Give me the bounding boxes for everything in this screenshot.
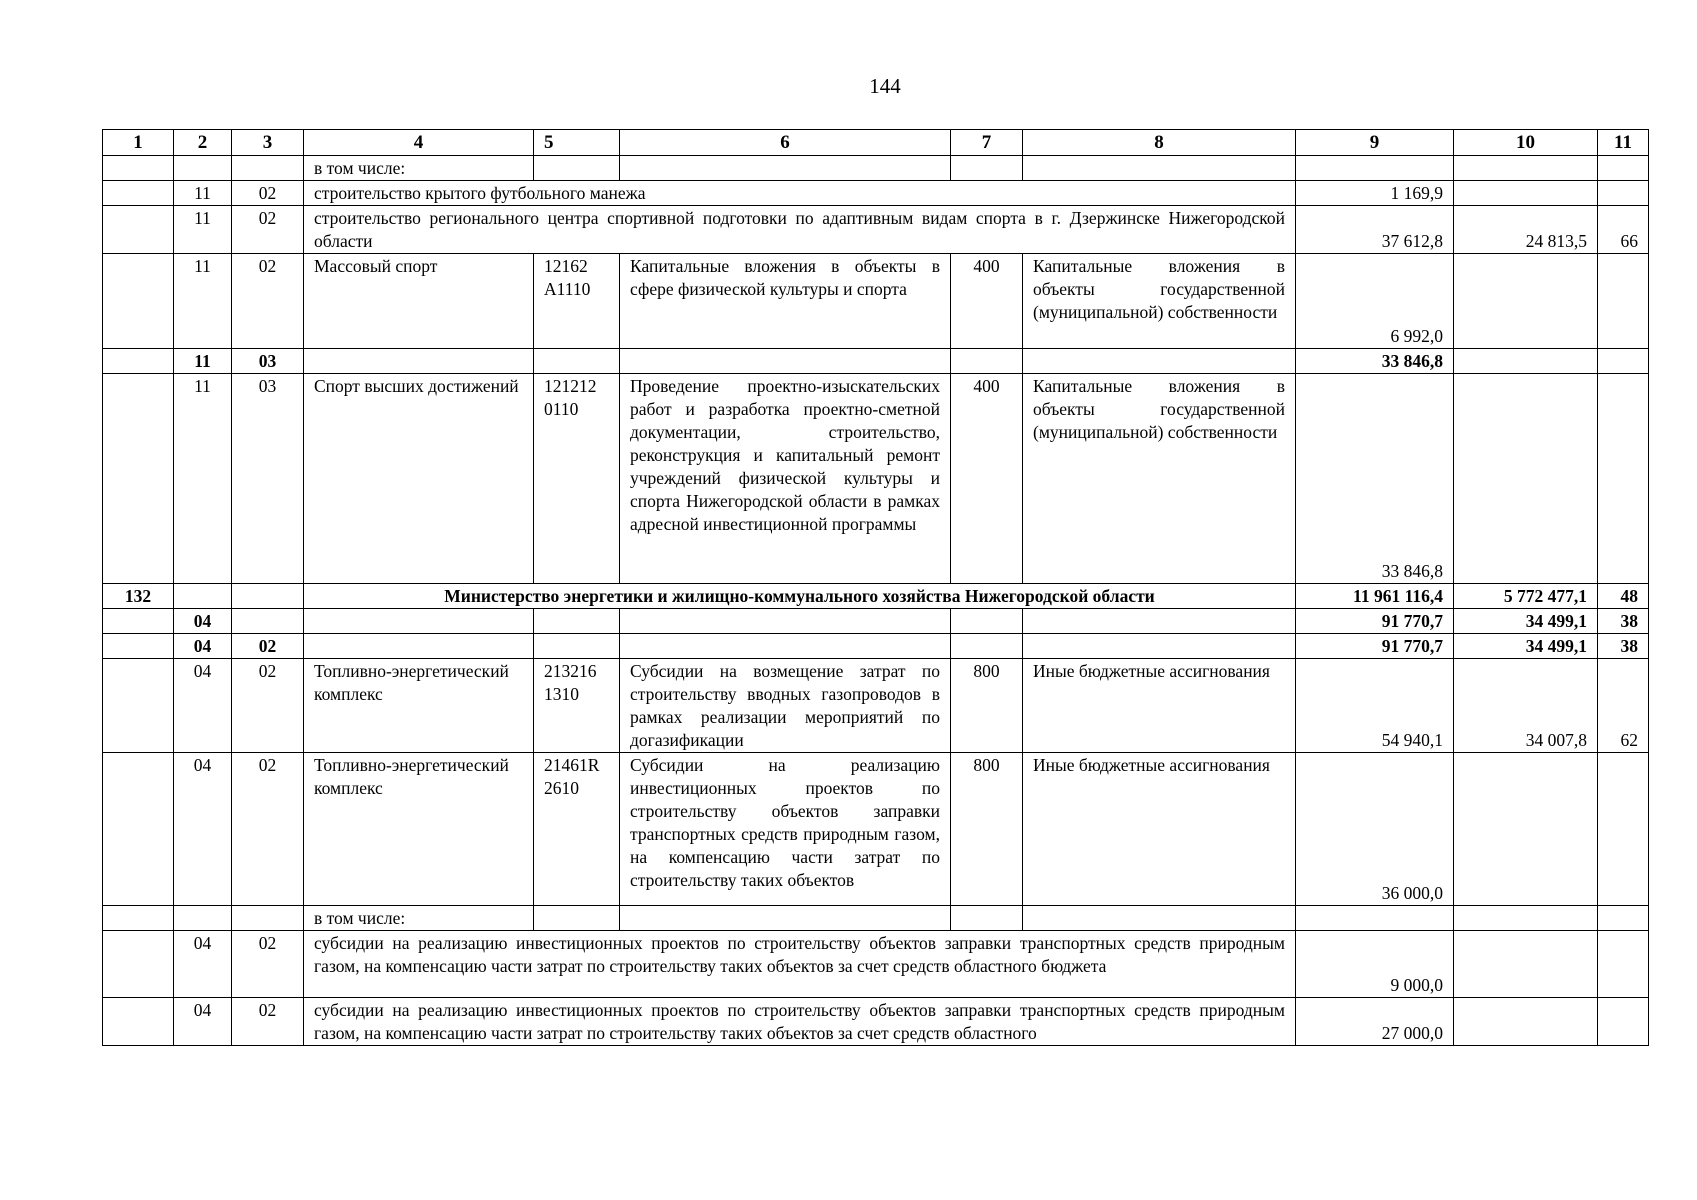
cell-subsection: 02 — [232, 254, 304, 349]
cell-section: 04 — [174, 753, 232, 906]
cell — [534, 634, 620, 659]
cell-target-code: 121212 0110 — [534, 374, 620, 584]
cell-subsection: 02 — [232, 998, 304, 1046]
cell-amount: 6 992,0 — [1296, 254, 1454, 349]
cell — [534, 156, 620, 181]
cell-department-code: 132 — [103, 584, 174, 609]
cell — [1296, 906, 1454, 931]
page-number: 144 — [869, 74, 901, 98]
cell-amount: 27 000,0 — [1296, 998, 1454, 1046]
cell-amount: 36 000,0 — [1296, 753, 1454, 906]
cell-amount-federal: 24 813,5 — [1454, 206, 1598, 254]
cell-subsection: 02 — [232, 931, 304, 998]
cell — [103, 254, 174, 349]
cell — [951, 156, 1023, 181]
cell-amount: 1 169,9 — [1296, 181, 1454, 206]
cell — [1598, 374, 1649, 584]
cell-description: субсидии на реализацию инвестиционных проектов по строительству объектов заправки транспортных средств природным газом, на компенсацию части затрат по строительству таких объектов за счет средств областного бюджета — [304, 931, 1296, 998]
cell-amount-federal: 34 007,8 — [1454, 659, 1598, 753]
table-row — [103, 998, 1649, 1046]
cell-expense-name: Иные бюджетные ассигнования — [1023, 753, 1296, 906]
cell — [1598, 998, 1649, 1046]
cell-section: 11 — [174, 254, 232, 349]
cell — [620, 906, 951, 931]
table-row — [103, 906, 1649, 931]
cell-section: 04 — [174, 659, 232, 753]
cell — [1454, 753, 1598, 906]
cell-section: 04 — [174, 998, 232, 1046]
cell — [103, 181, 174, 206]
cell — [534, 906, 620, 931]
cell-percent: 48 — [1598, 584, 1649, 609]
cell-amount: 11 961 116,4 — [1296, 584, 1454, 609]
cell — [304, 609, 534, 634]
cell — [304, 634, 534, 659]
table-row — [103, 931, 1649, 998]
cell-expense-code: 800 — [951, 753, 1023, 906]
cell-subsection: 03 — [232, 349, 304, 374]
cell-expense-name: Капитальные вложения в объекты государственной (муниципальной) собственности — [1023, 374, 1296, 584]
cell-amount: 9 000,0 — [1296, 931, 1454, 998]
cell — [1023, 156, 1296, 181]
cell-target-code: 21461R 2610 — [534, 753, 620, 906]
cell-target-name: Субсидии на возмещение затрат по строительству вводных газопроводов в рамках реализации мероприятий по догазификации — [620, 659, 951, 753]
cell — [1454, 374, 1598, 584]
cell-percent: 38 — [1598, 609, 1649, 634]
cell-expense-name: Иные бюджетные ассигнования — [1023, 659, 1296, 753]
cell-amount: 37 612,8 — [1296, 206, 1454, 254]
cell — [1598, 753, 1649, 906]
cell — [103, 206, 174, 254]
header-cell: 6 — [620, 130, 951, 156]
header-cell: 7 — [951, 130, 1023, 156]
cell-section: 04 — [174, 931, 232, 998]
cell — [620, 634, 951, 659]
cell — [1023, 349, 1296, 374]
cell — [103, 906, 174, 931]
cell — [1598, 349, 1649, 374]
cell-description: строительство регионального центра спортивной подготовки по адаптивным видам спорта в г. Дзержинске Нижегородской области — [304, 206, 1296, 254]
cell — [1023, 906, 1296, 931]
cell — [1023, 609, 1296, 634]
header-cell: 9 — [1296, 130, 1454, 156]
cell-description: в том числе: — [304, 156, 534, 181]
cell — [304, 349, 534, 374]
cell-description: Топливно-энергетический комплекс — [304, 753, 534, 906]
cell — [1454, 906, 1598, 931]
cell — [232, 156, 304, 181]
cell-target-name: Проведение проектно-изыскательских работ и разработка проектно-сметной документации, строительство, реконструкция и капитальный ремонт учреждений физической культуры и спорта Нижегородской области в рамках адресной инвестиционной программы — [620, 374, 951, 584]
cell — [103, 753, 174, 906]
header-cell: 11 — [1598, 130, 1649, 156]
cell — [1023, 634, 1296, 659]
cell — [951, 906, 1023, 931]
cell — [951, 634, 1023, 659]
cell-subsection: 03 — [232, 374, 304, 584]
cell-subsection: 02 — [232, 634, 304, 659]
cell — [1454, 181, 1598, 206]
cell-section: 11 — [174, 206, 232, 254]
cell-description: в том числе: — [304, 906, 534, 931]
cell-description: Спорт высших достижений — [304, 374, 534, 584]
cell — [620, 609, 951, 634]
cell-amount: 33 846,8 — [1296, 374, 1454, 584]
cell — [620, 349, 951, 374]
header-cell: 10 — [1454, 130, 1598, 156]
cell-amount-federal: 5 772 477,1 — [1454, 584, 1598, 609]
cell — [1598, 906, 1649, 931]
cell-section: 11 — [174, 349, 232, 374]
cell-section: 04 — [174, 609, 232, 634]
cell — [103, 349, 174, 374]
header-cell: 5 — [534, 130, 620, 156]
cell-subsection: 02 — [232, 753, 304, 906]
cell — [534, 609, 620, 634]
cell — [1454, 998, 1598, 1046]
cell — [103, 156, 174, 181]
cell — [103, 634, 174, 659]
cell-amount: 91 770,7 — [1296, 634, 1454, 659]
cell-percent: 62 — [1598, 659, 1649, 753]
cell — [1598, 254, 1649, 349]
cell — [103, 609, 174, 634]
cell — [174, 584, 232, 609]
cell — [534, 349, 620, 374]
cell-subsection: 02 — [232, 206, 304, 254]
cell — [232, 609, 304, 634]
cell — [232, 584, 304, 609]
table-row — [103, 753, 1649, 906]
cell-expense-code: 800 — [951, 659, 1023, 753]
table-row — [103, 254, 1649, 349]
cell-description: Топливно-энергетический комплекс — [304, 659, 534, 753]
cell-description: субсидии на реализацию инвестиционных проектов по строительству объектов заправки транспортных средств природным газом, на компенсацию части затрат по строительству таких объектов за счет средств областного — [304, 998, 1296, 1046]
cell-amount-federal: 34 499,1 — [1454, 609, 1598, 634]
cell-amount-federal: 34 499,1 — [1454, 634, 1598, 659]
cell-section: 11 — [174, 374, 232, 584]
cell-amount: 33 846,8 — [1296, 349, 1454, 374]
cell — [1454, 156, 1598, 181]
cell-description: Массовый спорт — [304, 254, 534, 349]
cell-target-name: Субсидии на реализацию инвестиционных проектов по строительству объектов заправки транспортных средств природным газом, на компенсацию части затрат по строительству таких объектов — [620, 753, 951, 906]
table-row — [103, 181, 1649, 206]
cell-percent: 66 — [1598, 206, 1649, 254]
cell — [1598, 931, 1649, 998]
cell — [103, 659, 174, 753]
cell — [174, 906, 232, 931]
header-cell: 3 — [232, 130, 304, 156]
table-row — [103, 156, 1649, 181]
cell-expense-code: 400 — [951, 254, 1023, 349]
cell-department-name: Министерство энергетики и жилищно-коммунального хозяйства Нижегородской области — [304, 584, 1296, 609]
table-row — [103, 349, 1649, 374]
cell-expense-name: Капитальные вложения в объекты государственной (муниципальной) собственности — [1023, 254, 1296, 349]
cell-section: 11 — [174, 181, 232, 206]
cell — [951, 609, 1023, 634]
table-row — [103, 634, 1649, 659]
cell — [103, 998, 174, 1046]
table-row — [103, 206, 1649, 254]
header-cell: 2 — [174, 130, 232, 156]
cell — [232, 906, 304, 931]
table-row-department — [103, 584, 1649, 609]
cell-percent: 38 — [1598, 634, 1649, 659]
cell-section: 04 — [174, 634, 232, 659]
cell — [174, 156, 232, 181]
budget-table — [102, 129, 1649, 1046]
cell — [1454, 931, 1598, 998]
cell — [1454, 349, 1598, 374]
cell-target-code: 213216 1310 — [534, 659, 620, 753]
cell-subsection: 02 — [232, 659, 304, 753]
cell-amount: 91 770,7 — [1296, 609, 1454, 634]
cell — [1454, 254, 1598, 349]
cell — [620, 156, 951, 181]
cell — [103, 374, 174, 584]
cell — [1598, 181, 1649, 206]
header-cell: 8 — [1023, 130, 1296, 156]
table-header-row — [103, 130, 1649, 156]
cell — [1598, 156, 1649, 181]
cell-amount: 54 940,1 — [1296, 659, 1454, 753]
cell — [103, 931, 174, 998]
table-row — [103, 659, 1649, 753]
header-cell: 4 — [304, 130, 534, 156]
cell-target-code: 12162 А1110 — [534, 254, 620, 349]
cell-expense-code: 400 — [951, 374, 1023, 584]
table-row — [103, 374, 1649, 584]
table-row — [103, 609, 1649, 634]
cell — [951, 349, 1023, 374]
cell-target-name: Капитальные вложения в объекты в сфере физической культуры и спорта — [620, 254, 951, 349]
cell-description: строительство крытого футбольного манежа — [304, 181, 1296, 206]
header-cell: 1 — [103, 130, 174, 156]
cell — [1296, 156, 1454, 181]
cell-subsection: 02 — [232, 181, 304, 206]
